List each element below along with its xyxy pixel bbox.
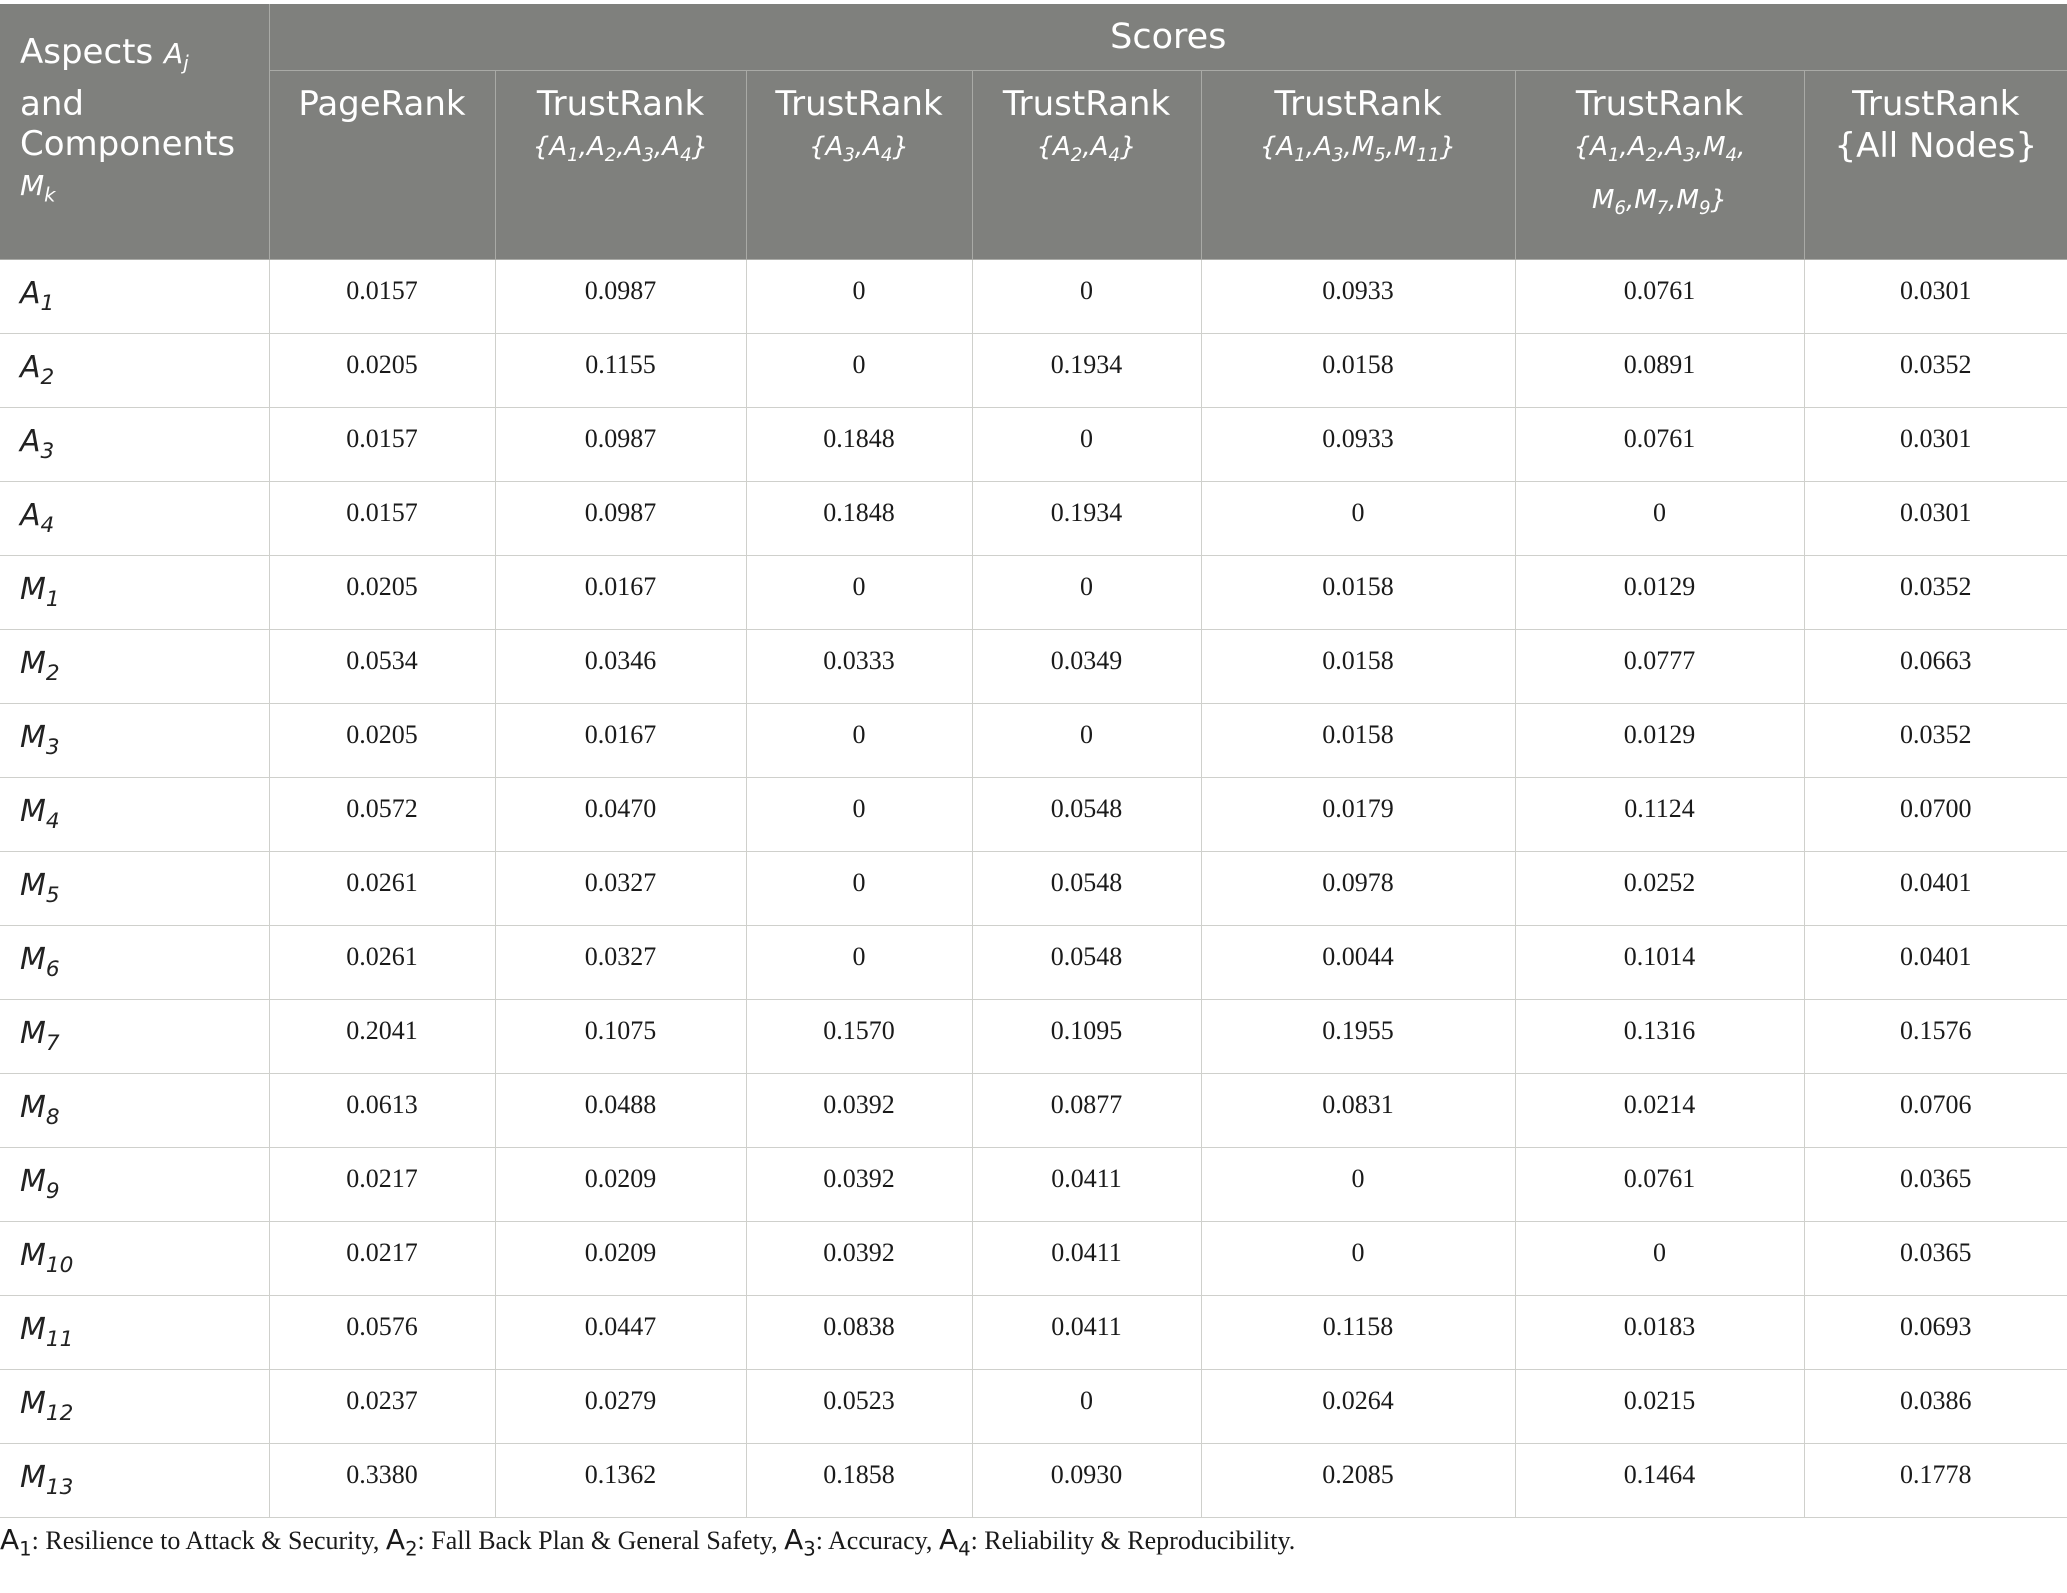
footnote-text: : Reliability & Reproducibility.: [970, 1526, 1296, 1555]
column-header-name: PageRank: [298, 84, 466, 124]
score-cell: 0.0217: [269, 1222, 495, 1296]
score-cell: 0.0933: [1201, 260, 1515, 334]
score-cell: 0.0252: [1515, 852, 1804, 926]
score-cell: 0.0392: [746, 1074, 972, 1148]
score-cell: 0: [1201, 1222, 1515, 1296]
row-label: $M_4$: [0, 778, 269, 852]
score-cell: 0: [972, 1370, 1201, 1444]
column-header-name: TrustRank: [1274, 84, 1442, 124]
score-cell: 0.0346: [495, 630, 746, 704]
corner-header: [0, 4, 269, 260]
score-cell: 0.0261: [269, 852, 495, 926]
score-cell: 0.0158: [1201, 704, 1515, 778]
corner-line-components: Components: [20, 123, 236, 164]
row-label: $M_7$: [0, 1000, 269, 1074]
score-cell: 0: [1515, 482, 1804, 556]
row-label: $M_2$: [0, 630, 269, 704]
column-header-6: [1515, 71, 1804, 260]
score-cell: 0.0877: [972, 1074, 1201, 1148]
score-cell: 0.1858: [746, 1444, 972, 1518]
score-cell: 0.0777: [1515, 630, 1804, 704]
score-cell: 0: [746, 778, 972, 852]
score-cell: 0.0179: [1201, 778, 1515, 852]
score-cell: 0.0761: [1515, 260, 1804, 334]
row-label: $M_3$: [0, 704, 269, 778]
column-header-name: TrustRank: [775, 84, 943, 124]
score-cell: 0.0706: [1804, 1074, 2067, 1148]
corner-line-and: and: [20, 83, 84, 124]
table-row: [0, 1000, 2067, 1074]
table-footnote: [0, 1523, 1295, 1561]
row-label: $M_{10}$: [0, 1222, 269, 1296]
score-cell: 0.0930: [972, 1444, 1201, 1518]
score-cell: 0.0411: [972, 1148, 1201, 1222]
column-header-3: [746, 71, 972, 260]
score-cell: 0.0183: [1515, 1296, 1804, 1370]
score-cell: 0.1124: [1515, 778, 1804, 852]
score-cell: 0.1362: [495, 1444, 746, 1518]
score-cell: 0: [746, 926, 972, 1000]
score-cell: 0: [972, 260, 1201, 334]
row-label: $A_4$: [0, 482, 269, 556]
row-label: $M_1$: [0, 556, 269, 630]
score-cell: 0.0158: [1201, 630, 1515, 704]
score-cell: 0.0987: [495, 408, 746, 482]
score-cell: 0.0129: [1515, 704, 1804, 778]
score-cell: 0.0401: [1804, 852, 2067, 926]
score-cell: 0.0365: [1804, 1148, 2067, 1222]
corner-component-symbol: $M_k$: [20, 168, 56, 207]
footnote-symbol: $A_1$: [0, 1523, 32, 1561]
score-cell: 0.0891: [1515, 334, 1804, 408]
score-cell: 0.0987: [495, 482, 746, 556]
score-cell: 0.0327: [495, 852, 746, 926]
score-cell: 0.0576: [269, 1296, 495, 1370]
score-cell: 0.0158: [1201, 334, 1515, 408]
scores-table: [0, 4, 2067, 1518]
score-cell: 0.0157: [269, 482, 495, 556]
score-cell: 0.0352: [1804, 556, 2067, 630]
score-cell: 0.0534: [269, 630, 495, 704]
column-header-seed-set: {All Nodes}: [1834, 126, 2038, 166]
score-cell: 0.0205: [269, 704, 495, 778]
score-cell: 0.0205: [269, 556, 495, 630]
score-cell: 0.0700: [1804, 778, 2067, 852]
score-cell: 0.0215: [1515, 1370, 1804, 1444]
score-cell: 0.1095: [972, 1000, 1201, 1074]
score-cell: 0.0548: [972, 926, 1201, 1000]
row-label: $M_6$: [0, 926, 269, 1000]
score-cell: 0.0613: [269, 1074, 495, 1148]
score-cell: 0.1934: [972, 482, 1201, 556]
score-cell: 0.0327: [495, 926, 746, 1000]
row-label: $M_9$: [0, 1148, 269, 1222]
table-row: [0, 1370, 2067, 1444]
score-cell: 0.0209: [495, 1148, 746, 1222]
score-cell: 0.0488: [495, 1074, 746, 1148]
score-cell: 0: [1201, 1148, 1515, 1222]
table-row: [0, 1222, 2067, 1296]
score-cell: 0.0572: [269, 778, 495, 852]
score-cell: 0.2085: [1201, 1444, 1515, 1518]
column-header-seed-set: $\{A_3,A_4\}$: [808, 132, 910, 167]
score-cell: 0.0761: [1515, 1148, 1804, 1222]
score-cell: 0.0663: [1804, 630, 2067, 704]
score-cell: 0.0693: [1804, 1296, 2067, 1370]
score-cell: 0: [1201, 482, 1515, 556]
score-cell: 0: [972, 408, 1201, 482]
score-cell: 0.1848: [746, 482, 972, 556]
score-cell: 0.0209: [495, 1222, 746, 1296]
score-cell: 0.0264: [1201, 1370, 1515, 1444]
score-cell: 0.0933: [1201, 408, 1515, 482]
row-label: $A_3$: [0, 408, 269, 482]
score-cell: 0.0352: [1804, 334, 2067, 408]
score-cell: 0.0214: [1515, 1074, 1804, 1148]
score-cell: 0.1464: [1515, 1444, 1804, 1518]
score-cell: 0.1155: [495, 334, 746, 408]
footnote-symbol: $A_2$: [385, 1523, 418, 1561]
column-header-seed-set: $\{A_1,A_2,A_3,A_4\}$: [532, 132, 709, 167]
table-row: [0, 1074, 2067, 1148]
column-header-seed-set: $\{A_2,A_4\}$: [1036, 132, 1137, 167]
score-cell: 0: [746, 334, 972, 408]
score-cell: 0.1848: [746, 408, 972, 482]
score-cell: 0.0831: [1201, 1074, 1515, 1148]
table-row: [0, 926, 2067, 1000]
column-header-name: TrustRank: [1002, 84, 1171, 124]
score-cell: 0.1570: [746, 1000, 972, 1074]
score-cell: 0.1955: [1201, 1000, 1515, 1074]
column-header-name: TrustRank: [1575, 84, 1744, 124]
score-cell: 0.0470: [495, 778, 746, 852]
footnote-text: : Resilience to Attack & Security,: [31, 1526, 386, 1555]
column-header-2: [495, 71, 746, 260]
score-cell: 0.1158: [1201, 1296, 1515, 1370]
column-header-1: [269, 71, 495, 260]
score-cell: 0.0261: [269, 926, 495, 1000]
score-cell: 0.0301: [1804, 408, 2067, 482]
table-header: [0, 4, 2067, 260]
score-cell: 0.1075: [495, 1000, 746, 1074]
score-cell: 0: [746, 704, 972, 778]
score-cell: 0.0279: [495, 1370, 746, 1444]
score-cell: 0.3380: [269, 1444, 495, 1518]
row-label: $M_{12}$: [0, 1370, 269, 1444]
score-cell: 0.0301: [1804, 482, 2067, 556]
scores-group-header: Scores: [269, 4, 2067, 71]
table-row: [0, 1444, 2067, 1518]
score-cell: 0.1778: [1804, 1444, 2067, 1518]
score-cell: 0.0157: [269, 260, 495, 334]
column-header-name: TrustRank: [1852, 84, 2020, 124]
score-cell: 0.0392: [746, 1222, 972, 1296]
score-cell: 0: [746, 260, 972, 334]
score-cell: 0.1934: [972, 334, 1201, 408]
score-cell: 0.0548: [972, 778, 1201, 852]
score-cell: 0: [1515, 1222, 1804, 1296]
score-cell: 0.0333: [746, 630, 972, 704]
score-cell: 0: [746, 852, 972, 926]
score-cell: 0.0301: [1804, 260, 2067, 334]
row-label: $A_1$: [0, 260, 269, 334]
score-cell: 0.1576: [1804, 1000, 2067, 1074]
table-row: [0, 408, 2067, 482]
score-cell: 0.0838: [746, 1296, 972, 1370]
column-header-7: [1804, 71, 2067, 260]
row-label: $M_{11}$: [0, 1296, 269, 1370]
score-cell: 0.0237: [269, 1370, 495, 1444]
score-cell: 0.0523: [746, 1370, 972, 1444]
score-cell: 0.0987: [495, 260, 746, 334]
table-row: [0, 704, 2067, 778]
score-cell: 0.1316: [1515, 1000, 1804, 1074]
score-cell: 0.0167: [495, 704, 746, 778]
score-cell: 0.0392: [746, 1148, 972, 1222]
score-cell: 0.0401: [1804, 926, 2067, 1000]
score-cell: 0.0352: [1804, 704, 2067, 778]
column-header-seed-set: $\{A_1,A_3,M_5,M_{11}\}$: [1259, 132, 1457, 167]
score-cell: 0: [972, 556, 1201, 630]
footnote-text: : Fall Back Plan & General Safety,: [417, 1526, 785, 1555]
column-header-4: [972, 71, 1201, 260]
score-cell: 0.1014: [1515, 926, 1804, 1000]
score-cell: 0.0761: [1515, 408, 1804, 482]
score-cell: 0.0447: [495, 1296, 746, 1370]
score-cell: 0.0349: [972, 630, 1201, 704]
table-row: [0, 852, 2067, 926]
table-row: [0, 1296, 2067, 1370]
table-body: [0, 260, 2067, 1518]
table-row: [0, 778, 2067, 852]
footnote-symbol: $A_4$: [938, 1523, 971, 1561]
score-cell: 0.0365: [1804, 1222, 2067, 1296]
score-cell: 0: [746, 556, 972, 630]
score-cell: 0.0167: [495, 556, 746, 630]
score-cell: 0.0411: [972, 1296, 1201, 1370]
footnote-text: : Accuracy,: [815, 1526, 939, 1555]
table-row: [0, 630, 2067, 704]
score-cell: 0.0158: [1201, 556, 1515, 630]
score-cell: 0: [972, 704, 1201, 778]
table-row: [0, 556, 2067, 630]
score-cell: 0.0044: [1201, 926, 1515, 1000]
table-row: [0, 334, 2067, 408]
footnote-symbol: $A_3$: [784, 1523, 816, 1561]
row-label: $M_{13}$: [0, 1444, 269, 1518]
score-cell: 0.0157: [269, 408, 495, 482]
score-cell: 0.0978: [1201, 852, 1515, 926]
column-header-name: TrustRank: [536, 84, 705, 124]
score-cell: 0.0129: [1515, 556, 1804, 630]
score-cell: 0.0386: [1804, 1370, 2067, 1444]
row-label: $A_2$: [0, 334, 269, 408]
table-row: [0, 260, 2067, 334]
score-cell: 0.0205: [269, 334, 495, 408]
row-label: $M_5$: [0, 852, 269, 926]
score-cell: 0.0411: [972, 1222, 1201, 1296]
corner-line-aspects: Aspects $A_j$: [20, 32, 189, 75]
column-header-5: [1201, 71, 1515, 260]
table-row: [0, 482, 2067, 556]
row-label: $M_8$: [0, 1074, 269, 1148]
score-cell: 0.0217: [269, 1148, 495, 1222]
table-row: [0, 1148, 2067, 1222]
score-cell: 0.2041: [269, 1000, 495, 1074]
score-cell: 0.0548: [972, 852, 1201, 926]
column-header-seed-set: {$A_1,A_2,A_3,M_4$, $M_6,M_7,M_9$}: [1573, 132, 1746, 220]
method-header-row: [0, 71, 2067, 260]
